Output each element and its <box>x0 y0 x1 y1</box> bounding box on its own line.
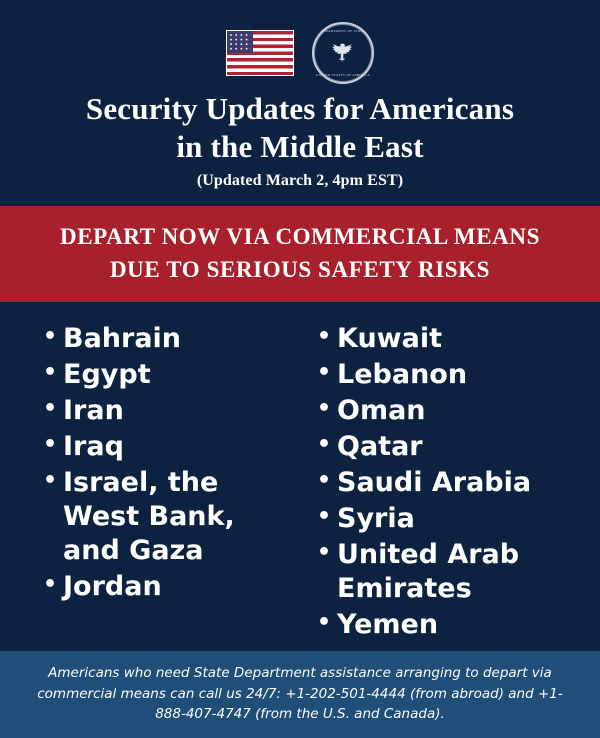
title-updated: (Updated March 2, 4pm EST) <box>196 171 404 189</box>
seal-bottom-text: UNITED STATES OF AMERICA <box>316 73 370 77</box>
country-label: Israel, the West Bank, and Gaza <box>63 467 235 567</box>
country-label: Syria <box>337 503 415 535</box>
country-label: Iran <box>63 395 124 427</box>
flag-canton <box>227 31 253 53</box>
title-line-2: in the Middle East <box>176 128 424 164</box>
bullet-icon: • <box>317 504 332 530</box>
page-title <box>0 86 600 190</box>
list-item <box>43 322 283 356</box>
country-label: United Arab Emirates <box>337 539 520 605</box>
country-label: Jordan <box>63 571 162 603</box>
bullet-icon: • <box>43 572 58 598</box>
country-list <box>0 302 600 651</box>
list-item <box>317 466 557 500</box>
list-item <box>317 538 557 606</box>
bullet-icon: • <box>317 396 332 422</box>
list-item <box>43 394 283 428</box>
bullet-icon: • <box>317 610 332 636</box>
country-label: Egypt <box>63 359 151 391</box>
country-label: Yemen <box>337 609 439 641</box>
country-label: Bahrain <box>63 323 182 355</box>
seal-top-text: DEPARTMENT OF STATE <box>321 29 365 33</box>
emblem-row <box>0 0 600 86</box>
list-item <box>317 322 557 356</box>
list-item <box>43 570 283 604</box>
country-column-right <box>317 322 557 651</box>
bullet-icon: • <box>317 432 332 458</box>
list-item <box>317 430 557 464</box>
bullet-icon: • <box>317 324 332 350</box>
bullet-icon: • <box>317 360 332 386</box>
banner-line-1: DEPART NOW VIA COMMERCIAL MEANS <box>60 223 540 249</box>
country-label: Oman <box>337 395 426 427</box>
list-item <box>43 466 283 568</box>
country-column-left <box>43 322 283 651</box>
state-department-seal-icon <box>312 22 374 84</box>
country-label: Lebanon <box>337 359 468 391</box>
list-item <box>43 430 283 464</box>
bullet-icon: • <box>317 540 332 566</box>
banner-line-2: DUE TO SERIOUS SAFETY RISKS <box>109 256 491 282</box>
list-item <box>317 358 557 392</box>
bullet-icon: • <box>317 468 332 494</box>
list-item <box>43 358 283 392</box>
bullet-icon: • <box>43 396 58 422</box>
list-item <box>317 394 557 428</box>
bullet-icon: • <box>43 360 58 386</box>
title-line-1: Security Updates for Americans <box>85 91 515 126</box>
bullet-icon: • <box>43 432 58 458</box>
list-item <box>317 608 557 642</box>
list-item <box>317 502 557 536</box>
country-label: Qatar <box>337 431 423 463</box>
country-label: Saudi Arabia <box>337 467 532 499</box>
bullet-icon: • <box>43 468 58 494</box>
us-flag-icon <box>226 30 294 76</box>
bullet-icon: • <box>43 324 58 350</box>
country-label: Kuwait <box>337 323 442 355</box>
alert-banner <box>0 206 600 303</box>
country-label: Iraq <box>63 431 124 463</box>
footer-assistance-note: Americans who need State Department assistance arranging to depart via commercial means can call us 24/7: +1-202-501-4444 (from abroad) and +1-888-407-4747 (from the U.S. and Canada). <box>0 651 600 738</box>
